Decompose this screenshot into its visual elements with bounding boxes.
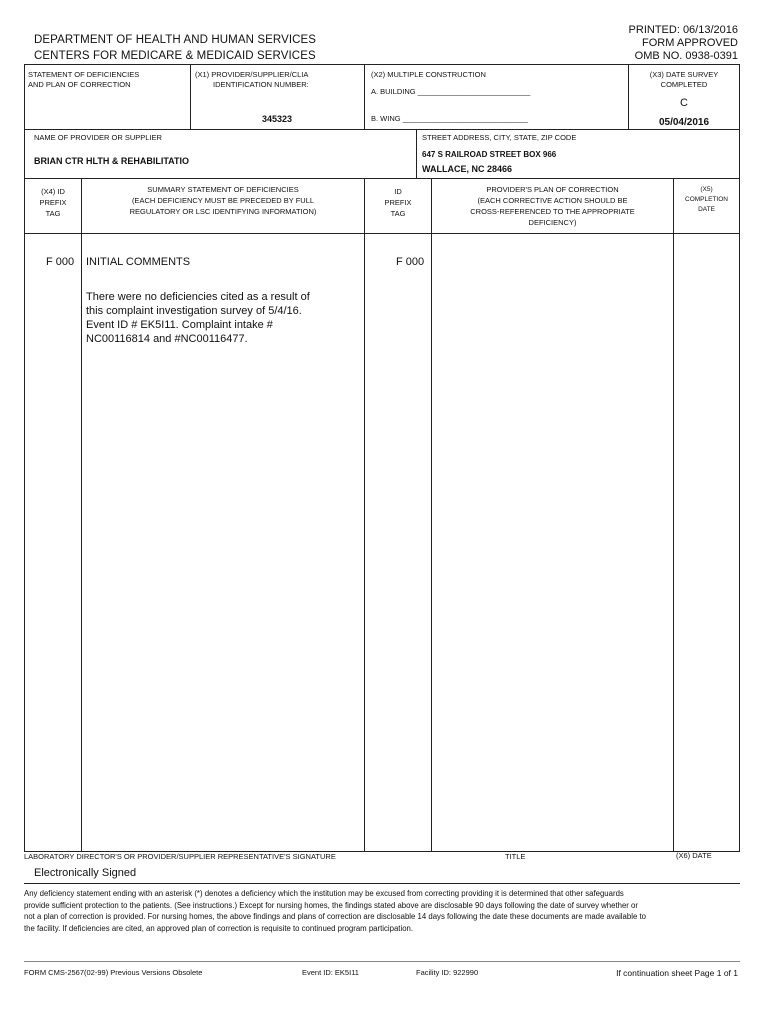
signature-divider: [24, 883, 740, 884]
x2-building: A. BUILDING ___________________________: [371, 87, 531, 96]
provider-name-label: NAME OF PROVIDER OR SUPPLIER: [34, 133, 162, 142]
top-col-divider-2: [364, 64, 365, 129]
x1-label-2: IDENTIFICATION NUMBER:: [213, 80, 309, 89]
x4-header-3: TAG: [45, 209, 61, 218]
id-header-2: PREFIX: [384, 198, 412, 207]
row-divider-3: [24, 233, 740, 234]
provider-divider: [416, 129, 417, 178]
plan-header-3: CROSS-REFERENCED TO THE APPROPRIATE: [470, 207, 635, 216]
id-header-1: ID: [394, 187, 402, 196]
address-line-2: WALLACE, NC 28466: [422, 164, 513, 174]
address-label: STREET ADDRESS, CITY, STATE, ZIP CODE: [422, 133, 577, 142]
footer-form-id: FORM CMS-2567(02-99) Previous Versions Obsolete: [24, 968, 203, 977]
plan-header-2: (EACH CORRECTIVE ACTION SHOULD BE: [477, 196, 628, 205]
plan-header-4: DEFICIENCY): [528, 218, 577, 227]
footer-page-number: If continuation sheet Page 1 of 1: [616, 968, 738, 978]
x3-label-2: COMPLETED: [660, 80, 708, 89]
statement-label-1: STATEMENT OF DEFICIENCIES: [28, 70, 140, 79]
summary-header-1: SUMMARY STATEMENT OF DEFICIENCIES: [147, 185, 299, 194]
table-col-divider-3: [431, 178, 432, 852]
x3-survey-date: 05/04/2016: [658, 117, 710, 128]
entry-text-line-1: There were no deficiencies cited as a result of: [86, 291, 310, 303]
disclaimer-text: Any deficiency statement ending with an asterisk (*) denotes a deficiency which the institution may be excused from correcting providing it is determined that other safeguards provide sufficient protection to the patients. (See instructions.) Except for nursing homes, the findings stated above are disclosable 90 days following the date of survey whether or not a plan of correction is provided. For nursing homes, the above findings and plans of correction are disclosable 14 days following the date these documents are made available to the facility. If deficiencies are cited, an approved plan of correction is requisite to continued program participation.: [24, 889, 646, 933]
provider-name: BRIAN CTR HLTH & REHABILITATIO: [34, 156, 189, 166]
electronic-signature: Electronically Signed: [34, 867, 137, 879]
row-divider-1: [24, 129, 740, 130]
omb-number: OMB NO. 0938-0391: [634, 50, 738, 62]
x2-wing: B. WING ______________________________: [371, 114, 528, 123]
x1-label-1: (X1) PROVIDER/SUPPLIER/CLIA: [195, 70, 309, 79]
footer-event-id: Event ID: EK5I11: [302, 968, 359, 977]
x3-code: C: [680, 97, 688, 109]
id-header-3: TAG: [390, 209, 406, 218]
table-col-divider-4: [673, 178, 674, 852]
entry-text-line-2: this complaint investigation survey of 5/4/16.: [86, 305, 302, 317]
row-divider-2: [24, 178, 740, 179]
x4-header-2: PREFIX: [39, 198, 67, 207]
date-label: (X6) DATE: [676, 851, 712, 860]
footer-facility-id: Facility ID: 922990: [416, 968, 479, 977]
form-top-border: [24, 64, 740, 65]
top-col-divider-1: [190, 64, 191, 129]
x5-header-3: DATE: [698, 206, 715, 213]
signature-label: LABORATORY DIRECTOR'S OR PROVIDER/SUPPLIER REPRESENTATIVE'S SIGNATURE: [24, 852, 336, 861]
x5-header-1: (X5): [700, 186, 713, 193]
agency-line-1: DEPARTMENT OF HEALTH AND HUMAN SERVICES: [34, 34, 317, 46]
form-left-border: [24, 64, 25, 852]
table-col-divider-1: [81, 178, 82, 852]
summary-header-3: REGULATORY OR LSC IDENTIFYING INFORMATION): [129, 207, 317, 216]
table-col-divider-2: [364, 178, 365, 852]
statement-label-2: AND PLAN OF CORRECTION: [28, 80, 131, 89]
form-approved: FORM APPROVED: [642, 37, 738, 49]
x5-header-2: COMPLETION: [685, 196, 728, 203]
x4-header-1: (X4) ID: [41, 187, 65, 196]
plan-header-1: PROVIDER'S PLAN OF CORRECTION: [486, 185, 619, 194]
form-right-border: [739, 64, 740, 852]
x1-provider-number: 345323: [262, 114, 293, 124]
entry-tag-right: F 000: [396, 256, 425, 268]
x3-label-1: (X3) DATE SURVEY: [649, 70, 719, 79]
entry-title: INITIAL COMMENTS: [86, 256, 191, 268]
x2-label: (X2) MULTIPLE CONSTRUCTION: [371, 70, 486, 79]
printed-date: PRINTED: 06/13/2016: [628, 24, 738, 36]
entry-tag-left: F 000: [46, 256, 75, 268]
footer-divider: [24, 961, 740, 962]
address-line-1: 647 S RAILROAD STREET BOX 966: [422, 150, 557, 159]
title-label: TITLE: [505, 852, 526, 861]
agency-line-2: CENTERS FOR MEDICARE & MEDICAID SERVICES: [34, 50, 316, 62]
entry-text-line-3: Event ID # EK5I11. Complaint intake #: [86, 319, 273, 331]
entry-text-line-4: NC00116814 and #NC00116477.: [86, 333, 248, 345]
summary-header-2: (EACH DEFICIENCY MUST BE PRECEDED BY FULL: [131, 196, 315, 205]
